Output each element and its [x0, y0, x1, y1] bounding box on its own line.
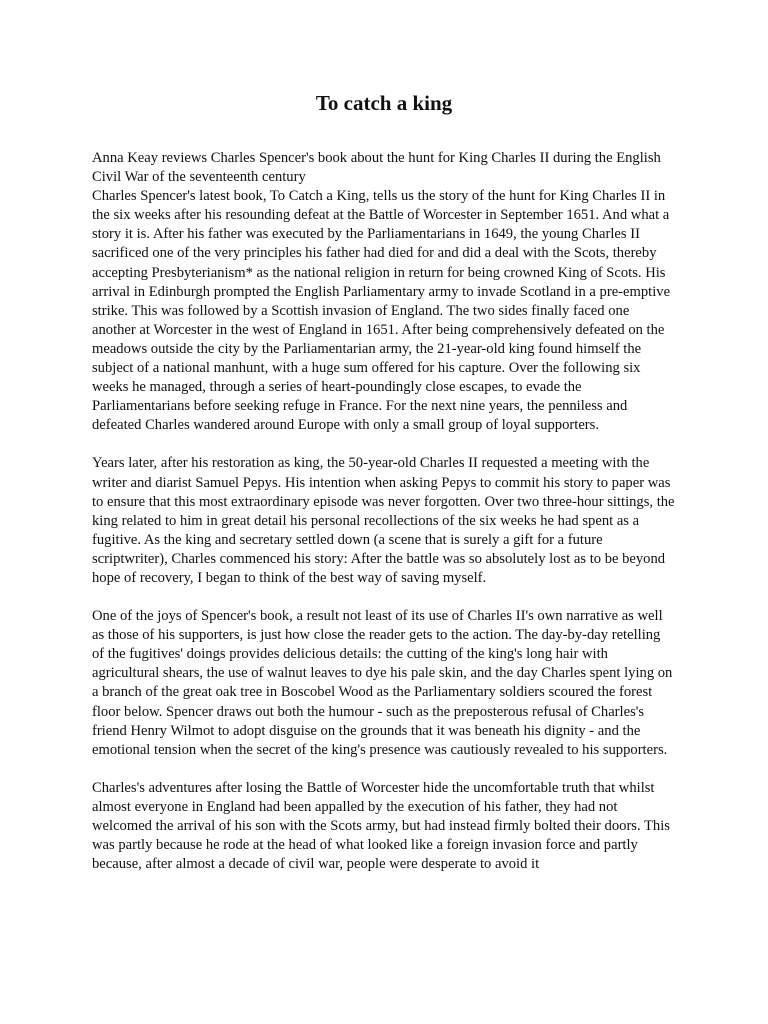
page-title: To catch a king [315, 91, 453, 115]
body-paragraph-2: Years later, after his restoration as king, the 50-year-old Charles II requested a meeting with the writer and diarist Samuel Pepys. His intention when asking Pepys to commit his story to paper was to ensure that this most extraordinary episode was never forgotten. Over two three-hour sittings, the king related to him in great detail his personal recollections of the six weeks he had spent as a fugitive. As the king and secretary settled down (a scene that is surely a gift for a future scriptwriter), Charles commenced his story: After the battle was so absolutely lost as to be beyond hope of recovery, I began to think of the best way of saving myself. [92, 455, 675, 586]
body-paragraph-4: Charles's adventures after losing the Battle of Worcester hide the uncomfortable truth that whilst almost everyone in England had been appalled by the execution of his father, they had not welcomed the arrival of his son with the Scots army, but had instead firmly bolted their doors. This was partly because he rode at the head of what looked like a foreign invasion force and partly because, after almost a decade of civil war, people were desperate to avoid it [92, 779, 670, 873]
body-paragraph-3: One of the joys of Spencer's book, a result not least of its use of Charles II's own narrative as well as those of his supporters, is just how close the reader gets to the action. The day-by-day retelling of the fugitives' doings provides delicious details: the cutting of the king's long hair with agricultural shears, the use of walnut leaves to dye his pale skin, and the day Charles spent lying on a branch of the great oak tree in Boscobel Wood as the Parliamentary soldiers scoured the forest floor below. Spencer draws out both the humour - such as the preposterous refusal of Charles's friend Henry Wilmot to adopt disguise on the grounds that it was beneath his dignity - and the emotional tension when the secret of the king's presence was cautiously revealed to his supporters. [92, 608, 673, 758]
intro-paragraph: Anna Keay reviews Charles Spencer's book about the hunt for King Charles II during the English Civil War of the seventeenth century [92, 150, 661, 186]
document-page [92, 90, 676, 893]
body-paragraph-1: Charles Spencer's latest book, To Catch a King, tells us the story of the hunt for King Charles II in the six weeks after his resounding defeat at the Battle of Worcester in September 1651. And what a story it is. After his father was executed by the Parliamentarians in 1649, the young Charles II sacrificed one of the very principles his father had died for and did a deal with the Scots, thereby accepting Presbyterianism* as the national religion in return for being crowned King of Scots. His arrival in Edinburgh prompted the English Parliamentary army to invade Scotland in a pre-emptive strike. This was followed by a Scottish invasion of England. The two sides finally faced one another at Worcester in the west of England in 1651. After being comprehensively defeated on the meadows outside the city by the Parliamentarian army, the 21-year-old king found himself the subject of a national manhunt, with a huge sum offered for his capture. Over the following six weeks he managed, through a series of heart-poundingly close escapes, to evade the Parliamentarians before seeking refuge in France. For the next nine years, the penniless and defeated Charles wandered around Europe with only a small group of loyal supporters. [92, 188, 671, 434]
